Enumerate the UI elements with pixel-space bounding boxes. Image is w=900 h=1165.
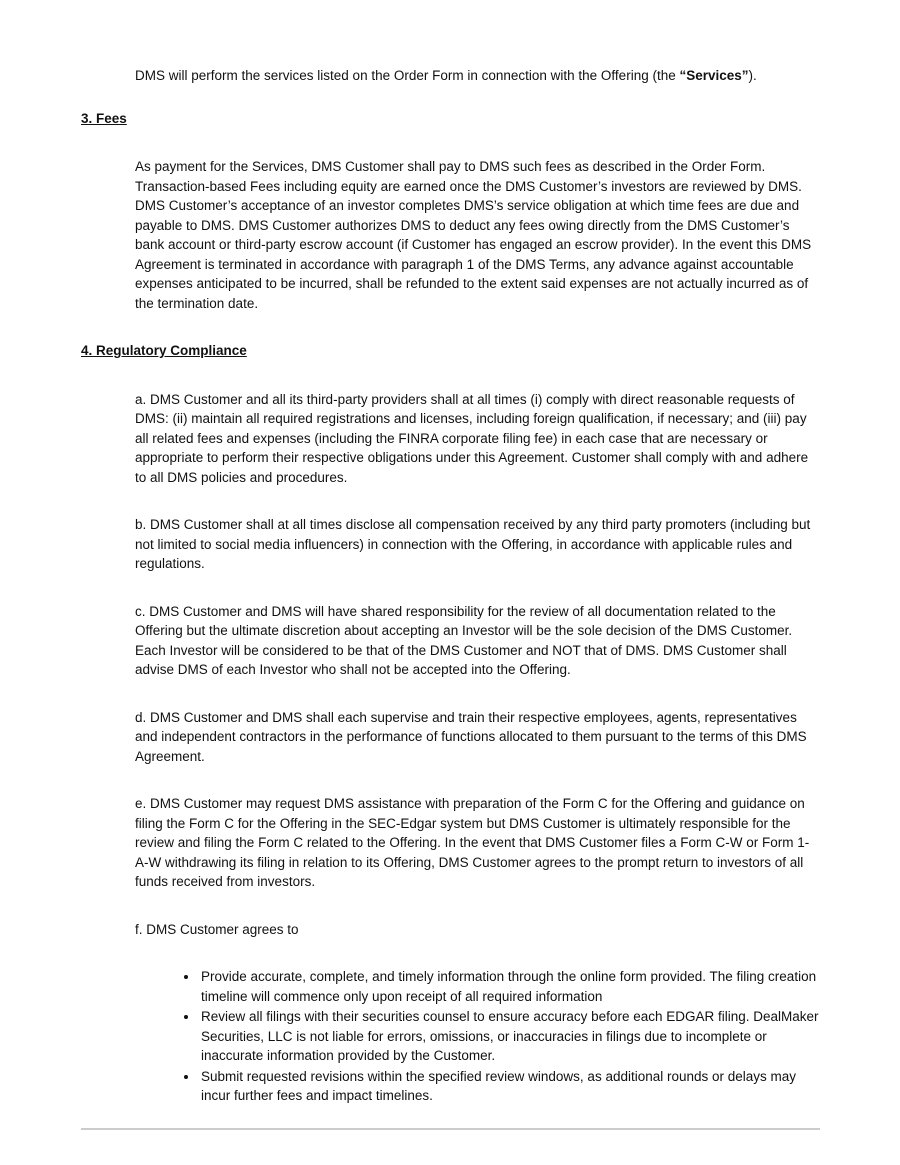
- bullet-item-submit-revisions: • Submit requested revisions within the specified review windows, as additional rounds or delays may incur further fees and impact timelines.: [199, 1067, 821, 1106]
- agrees-to-bullet-list: [135, 967, 821, 1106]
- paragraph-a: a. DMS Customer and all its third-party providers shall at all times (i) comply with direct reasonable requests of DMS: (ii) maintain all required registrations and licenses, including foreign qualification, if necessary; and (iii) pay all related fees and expenses (including the FINRA corporate filing fee) in each case that are necessary or appropriate to perform their respective obligations under this Agreement. Customer shall comply with and adhere to all DMS policies and procedures.: [135, 391, 809, 485]
- bullet-item-provide-information: • Provide accurate, complete, and timely information through the online form provided. The filing creation timeline will commence only upon receipt of all required information: [199, 967, 821, 1006]
- intro-text-bold: “Services”: [679, 68, 749, 83]
- intro-paragraph: [135, 66, 821, 86]
- section-heading-regulatory-compliance: 4. Regulatory Compliance: [81, 343, 247, 358]
- fees-paragraph: As payment for the Services, DMS Customer shall pay to DMS such fees as described in the Order Form. Transaction-based Fees including equity are earned once the DMS Customer’s investors are reviewed by DMS. DMS Customer’s acceptance of an investor completes DMS’s service obligation at which time fees are due and payable to DMS. DMS Customer authorizes DMS to deduct any fees owing directly from the DMS Customer’s bank account or third-party escrow account (if Customer has engaged an escrow provider). In the event this DMS Agreement is terminated in accordance with paragraph 1 of the DMS Terms, any advance against accountable expenses anticipated to be incurred, shall be refunded to the extent said expenses are not actually incurred as of the termination date.: [135, 159, 812, 311]
- bullet-item-review-filings: • Review all filings with their securities counsel to ensure accuracy before each EDGAR filing. DealMaker Securities, LLC is not liable for errors, omissions, or inaccuracies in filings due to incomplete or inaccurate information provided by the Customer.: [199, 1007, 821, 1066]
- paragraph-e: e. DMS Customer may request DMS assistance with preparation of the Form C for the Offering and guidance on filing the Form C for the Offering in the SEC-Edgar system but DMS Customer is ultimately responsible for the review and filing the Form C related to the Offering. In the event that DMS Customer files a Form C-W or Form 1-A-W withdrawing its filing in relation to its Offering, DMS Customer agrees to the prompt return to investors of all funds received from investors.: [135, 796, 810, 889]
- intro-text-pre: DMS will perform the services listed on the Order Form in connection with the Offering (the: [135, 68, 680, 83]
- intro-text-post: ).: [748, 68, 757, 83]
- paragraph-d: d. DMS Customer and DMS shall each supervise and train their respective employees, agents, representatives and independent contractors in the performance of functions allocated to them pursuant to the terms of this DMS Agreement.: [135, 709, 807, 764]
- paragraph-f: f. DMS Customer agrees to: [135, 921, 299, 937]
- document-content: [81, 66, 821, 1107]
- paragraph-b: b. DMS Customer shall at all times disclose all compensation received by any third party promoters (including but not limited to social media influencers) in connection with the Offering, in accordance with applicable rules and regulations.: [135, 517, 811, 571]
- section-heading-fees: 3. Fees: [81, 110, 127, 126]
- footer-divider: [81, 1128, 820, 1130]
- paragraph-c: c. DMS Customer and DMS will have shared responsibility for the review of all documentation related to the Offering but the ultimate discretion about accepting an Investor will be the sole decision of the DMS Customer. Each Investor will be considered to be that of the DMS Customer and NOT that of DMS. DMS Customer shall advise DMS of each Investor who shall not be accepted into the Offering.: [135, 603, 793, 677]
